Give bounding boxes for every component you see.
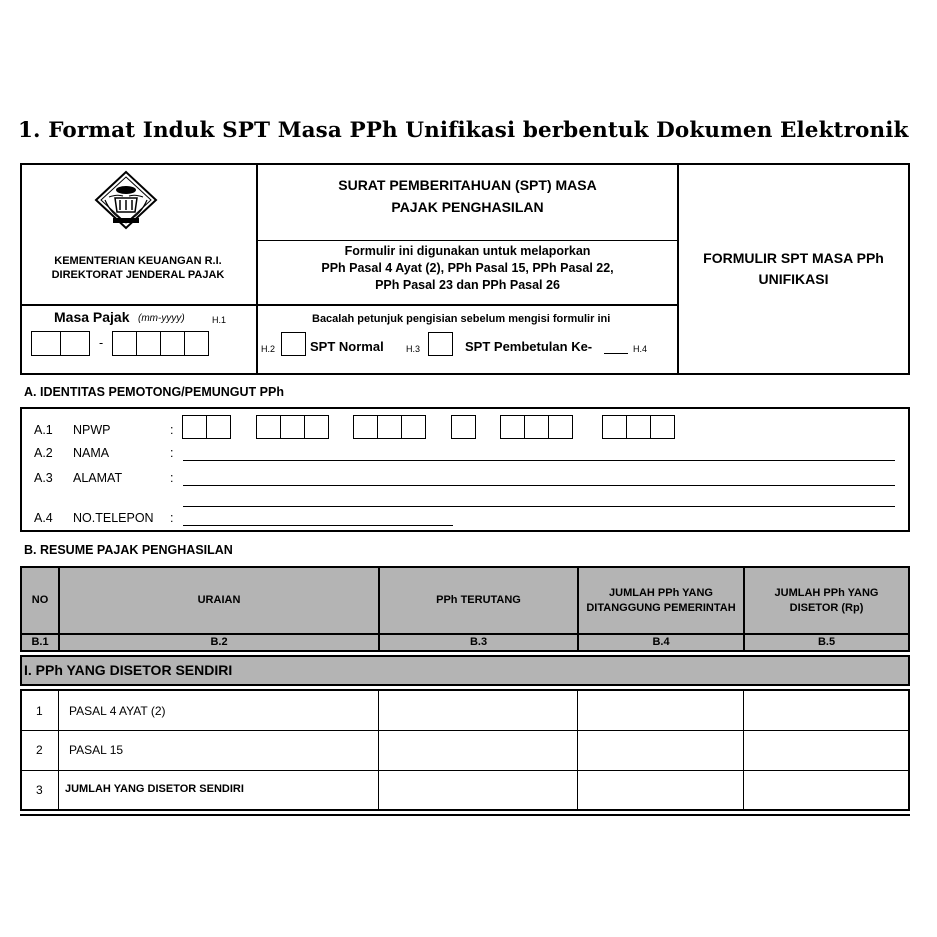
instruction-note: Bacalah petunjuk pengisian sebelum mengisi formulir ini bbox=[312, 313, 611, 325]
npwp-field-2[interactable] bbox=[257, 415, 329, 439]
code-b2: B.2 bbox=[210, 636, 228, 648]
row1-pph-terutang-input[interactable] bbox=[380, 691, 576, 730]
col-disetor-header: JUMLAH PPh YANG DISETOR (Rp) bbox=[774, 586, 879, 614]
masa-month-field[interactable] bbox=[32, 331, 90, 356]
npwp-field-4[interactable] bbox=[452, 415, 476, 439]
row3-no: 3 bbox=[36, 783, 43, 797]
spt-title-line2: PAJAK PENGHASILAN bbox=[391, 199, 544, 215]
row2-uraian: PASAL 15 bbox=[69, 743, 124, 757]
form-name-line1: FORMULIR SPT MASA PPh bbox=[703, 250, 884, 266]
section-b-title: B. RESUME PAJAK PENGHASILAN bbox=[24, 543, 233, 557]
section-a-title: A. IDENTITAS PEMOTONG/PEMUNGUT PPh bbox=[24, 385, 284, 399]
h4-code: H.4 bbox=[633, 344, 648, 354]
npwp-field-5[interactable] bbox=[501, 415, 573, 439]
spt-normal-label: SPT Normal bbox=[310, 339, 384, 354]
h3-code: H.3 bbox=[406, 344, 421, 354]
col-no-header: NO bbox=[31, 594, 49, 606]
row3-disetor-input[interactable] bbox=[745, 771, 908, 810]
code-b3: B.3 bbox=[469, 636, 488, 648]
row2-ditanggung-input[interactable] bbox=[579, 731, 742, 770]
usage-note-line1: Formulir ini digunakan untuk melaporkan bbox=[344, 244, 591, 258]
row3-uraian: JUMLAH YANG DISETOR SENDIRI bbox=[65, 783, 244, 795]
nama-colon: : bbox=[170, 446, 174, 460]
row3-pph-terutang-input[interactable] bbox=[380, 771, 576, 810]
h2-code: H.2 bbox=[261, 344, 276, 354]
row1-disetor-input[interactable] bbox=[745, 691, 908, 730]
a3-code: A.3 bbox=[34, 471, 53, 485]
usage-note-line3: PPh Pasal 23 dan PPh Pasal 26 bbox=[375, 278, 560, 292]
col-ditanggung-header: JUMLAH PPh YANG DITANGGUNG PEMERINTAH bbox=[586, 586, 736, 614]
nama-field[interactable] bbox=[183, 460, 895, 461]
row3-ditanggung-input[interactable] bbox=[579, 771, 742, 810]
row2-no: 2 bbox=[36, 743, 43, 757]
row1-ditanggung-input[interactable] bbox=[579, 691, 742, 730]
a2-code: A.2 bbox=[34, 446, 53, 460]
document-heading: 1. Format Induk SPT Masa PPh Unifikasi berbentuk Dokumen Elektronik bbox=[18, 118, 909, 143]
masa-pajak-format: (mm-yyyy) bbox=[138, 313, 185, 324]
subsection-title: I. PPh YANG DISETOR SENDIRI bbox=[24, 662, 233, 678]
npwp-field-3[interactable] bbox=[354, 415, 426, 439]
row1-no: 1 bbox=[36, 704, 43, 718]
spt-title-line1: SURAT PEMBERITAHUAN (SPT) MASA bbox=[338, 177, 597, 193]
alamat-colon: : bbox=[170, 471, 174, 485]
directorate-name: DIREKTORAT JENDERAL PAJAK bbox=[51, 269, 225, 281]
code-b4: B.4 bbox=[652, 636, 670, 648]
col-pph-terutang-header: PPh TERUTANG bbox=[436, 594, 521, 606]
alamat-field-line2[interactable] bbox=[183, 506, 895, 507]
spt-pembetulan-checkbox[interactable] bbox=[428, 332, 453, 356]
ministry-name: KEMENTERIAN KEUANGAN R.I. bbox=[54, 255, 222, 267]
usage-note-line2: PPh Pasal 4 Ayat (2), PPh Pasal 15, PPh Pasal 22, bbox=[321, 261, 614, 275]
spt-pembetulan-label: SPT Pembetulan Ke- bbox=[465, 339, 593, 354]
masa-separator: - bbox=[99, 336, 104, 350]
npwp-field-1[interactable] bbox=[183, 415, 231, 439]
col-uraian-header: URAIAN bbox=[197, 594, 241, 606]
alamat-field-line1[interactable] bbox=[183, 485, 895, 486]
garuda-emblem-icon bbox=[93, 170, 159, 232]
telepon-label: NO.TELEPON bbox=[73, 511, 154, 525]
row2-pph-terutang-input[interactable] bbox=[380, 731, 576, 770]
telepon-field[interactable] bbox=[183, 525, 453, 526]
masa-year-field[interactable] bbox=[113, 331, 209, 356]
code-b5: B.5 bbox=[817, 636, 836, 648]
form-name-line2: UNIFIKASI bbox=[758, 271, 829, 287]
h1-code: H.1 bbox=[212, 315, 227, 325]
row1-uraian: PASAL 4 AYAT (2) bbox=[69, 704, 166, 718]
npwp-field-6[interactable] bbox=[603, 415, 675, 439]
a1-code: A.1 bbox=[34, 423, 53, 437]
masa-pajak-label: Masa Pajak bbox=[54, 309, 130, 325]
npwp-label: NPWP bbox=[73, 423, 111, 437]
row2-disetor-input[interactable] bbox=[745, 731, 908, 770]
npwp-colon: : bbox=[170, 423, 174, 437]
spt-normal-checkbox[interactable] bbox=[281, 332, 306, 356]
code-b1: B.1 bbox=[31, 636, 49, 648]
nama-label: NAMA bbox=[73, 446, 110, 460]
telepon-colon: : bbox=[170, 511, 174, 525]
a4-code: A.4 bbox=[34, 511, 53, 525]
pembetulan-number-field[interactable] bbox=[604, 353, 628, 354]
alamat-label: ALAMAT bbox=[73, 471, 123, 485]
